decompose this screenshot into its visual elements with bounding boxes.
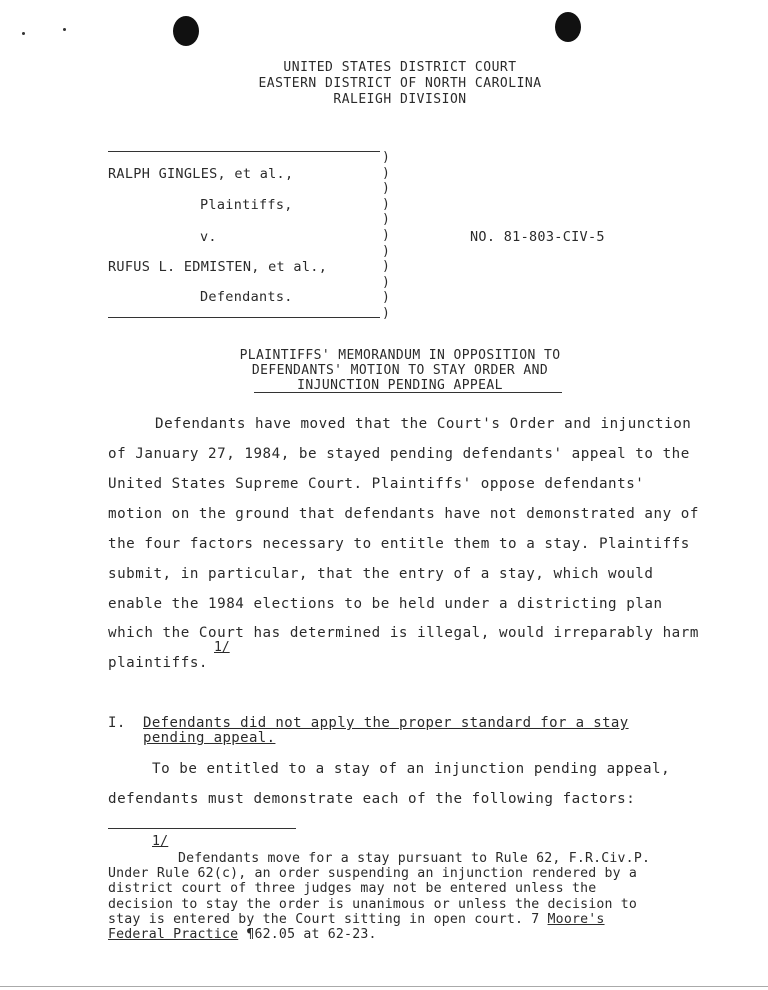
body-line: United States Supreme Court. Plaintiffs' oppose defendants' bbox=[108, 476, 645, 492]
body-line: the four factors necessary to entitle them to a stay. Plaintiffs bbox=[108, 536, 690, 552]
body-line: motion on the ground that defendants have not demonstrated any of bbox=[108, 506, 699, 522]
footnote-reference: 1/ bbox=[214, 640, 230, 655]
body-line: To be entitled to a stay of an injunction pending appeal, bbox=[152, 761, 671, 777]
body-line: Defendants have moved that the Court's Order and injunction bbox=[155, 416, 692, 432]
page-bottom-edge bbox=[0, 986, 768, 987]
punch-hole-right bbox=[555, 12, 581, 42]
defendant-role: Defendants. bbox=[200, 289, 293, 305]
memo-title-line1: PLAINTIFFS' MEMORANDUM IN OPPOSITION TO bbox=[239, 348, 561, 363]
footnote-line: decision to stay the order is unanimous or unless the decision to bbox=[108, 897, 638, 912]
memo-title-line2: DEFENDANTS' MOTION TO STAY ORDER AND bbox=[251, 363, 549, 378]
body-line: which the Court has determined is illegal, would irreparably harm bbox=[108, 625, 699, 641]
court-name-line3: RALEIGH DIVISION bbox=[333, 92, 467, 107]
plaintiff-role: Plaintiffs, bbox=[200, 197, 293, 213]
caption-parentheses: ) ) ) ) ) ) ) ) ) ) ) bbox=[382, 150, 390, 321]
section-heading-line2: pending appeal. bbox=[143, 730, 276, 746]
scan-speck bbox=[22, 32, 25, 35]
citation-title-part2: Federal Practice bbox=[108, 927, 239, 942]
body-line: enable the 1984 elections to be held under a districting plan bbox=[108, 596, 663, 612]
section-heading-line1: Defendants did not apply the proper standard for a stay bbox=[143, 715, 629, 731]
body-line: of January 27, 1984, be stayed pending defendants' appeal to the bbox=[108, 446, 690, 462]
footnote-line: Federal Practice ¶62.05 at 62-23. bbox=[108, 927, 377, 942]
plaintiff-name: RALPH GINGLES, et al., bbox=[108, 166, 294, 182]
footnote-line: district court of three judges may not be entered unless the bbox=[108, 881, 597, 896]
versus-label: v. bbox=[200, 229, 217, 245]
defendant-name: RUFUS L. EDMISTEN, et al., bbox=[108, 259, 328, 275]
body-line: defendants must demonstrate each of the following factors: bbox=[108, 791, 636, 807]
footnote-marker: 1/ bbox=[152, 834, 169, 849]
body-line: submit, in particular, that the entry of a stay, which would bbox=[108, 566, 654, 582]
citation-title-part1: Moore's bbox=[547, 912, 605, 927]
footnote-line: Defendants move for a stay pursuant to Rule 62, F.R.Civ.P. bbox=[178, 851, 651, 866]
footnote-separator bbox=[108, 828, 296, 829]
title-underline bbox=[254, 392, 562, 393]
caption-bottom-rule bbox=[108, 317, 380, 318]
case-number: NO. 81-803-CIV-5 bbox=[470, 229, 605, 245]
body-line: plaintiffs. bbox=[108, 655, 209, 671]
memo-title-line3: INJUNCTION PENDING APPEAL bbox=[297, 378, 503, 393]
court-name-line1: UNITED STATES DISTRICT COURT bbox=[283, 60, 517, 75]
punch-hole-left bbox=[173, 16, 199, 46]
scan-speck bbox=[63, 28, 66, 31]
caption-top-rule bbox=[108, 151, 380, 152]
footnote-line: Under Rule 62(c), an order suspending an injunction rendered by a bbox=[108, 866, 638, 881]
section-heading-number: I. bbox=[108, 715, 126, 731]
footnote-line: stay is entered by the Court sitting in open court. 7 Moore's bbox=[108, 912, 605, 927]
court-name-line2: EASTERN DISTRICT OF NORTH CAROLINA bbox=[258, 76, 542, 91]
